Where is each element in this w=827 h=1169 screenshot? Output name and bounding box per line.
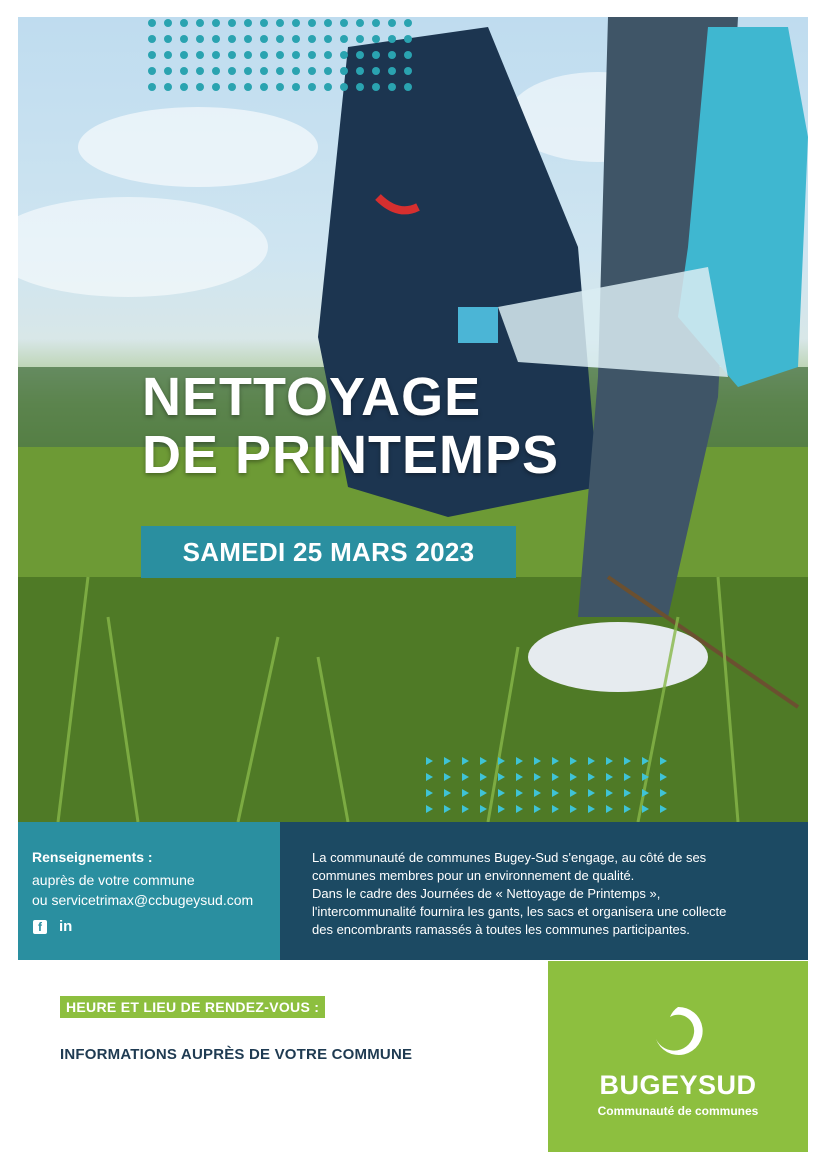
event-title-line-2: DE PRINTEMPS <box>142 425 560 485</box>
description-line: Dans le cadre des Journées de « Nettoyage de Printemps », <box>312 886 661 901</box>
bugeysud-logo <box>548 961 808 1152</box>
contact-title: Renseignements : <box>32 849 153 865</box>
contact-panel <box>18 822 280 960</box>
event-title <box>142 368 559 484</box>
description-text <box>312 849 782 939</box>
event-title-line-1: NETTOYAGE <box>142 367 482 427</box>
logo-name: BUGEYSUD <box>599 1070 757 1100</box>
event-date-banner: SAMEDI 25 MARS 2023 <box>141 526 516 578</box>
linkedin-icon[interactable]: in <box>59 918 73 935</box>
contact-email-link[interactable]: ou servicetrimax@ccbugeysud.com <box>32 892 254 908</box>
swirl-logo-icon <box>650 1003 706 1059</box>
description-panel <box>280 822 808 960</box>
logo-subtitle: Communauté de communes <box>597 1104 759 1118</box>
description-line: l'intercommunalité fournira les gants, les sacs et organisera une collecte <box>312 904 727 919</box>
contact-line-1: auprès de votre commune <box>32 872 195 888</box>
description-line: communes membres pour un environnement de qualité. <box>312 868 635 883</box>
social-links <box>33 918 72 935</box>
facebook-icon[interactable]: f <box>33 920 47 934</box>
meeting-label: HEURE ET LIEU DE RENDEZ-VOUS : <box>60 996 325 1018</box>
description-line: des encombrants ramassés à toutes les communes participantes. <box>312 922 690 937</box>
meeting-info: INFORMATIONS AUPRÈS DE VOTRE COMMUNE <box>60 1046 413 1063</box>
description-line: La communauté de communes Bugey-Sud s'engage, au côté de ses <box>312 850 707 865</box>
